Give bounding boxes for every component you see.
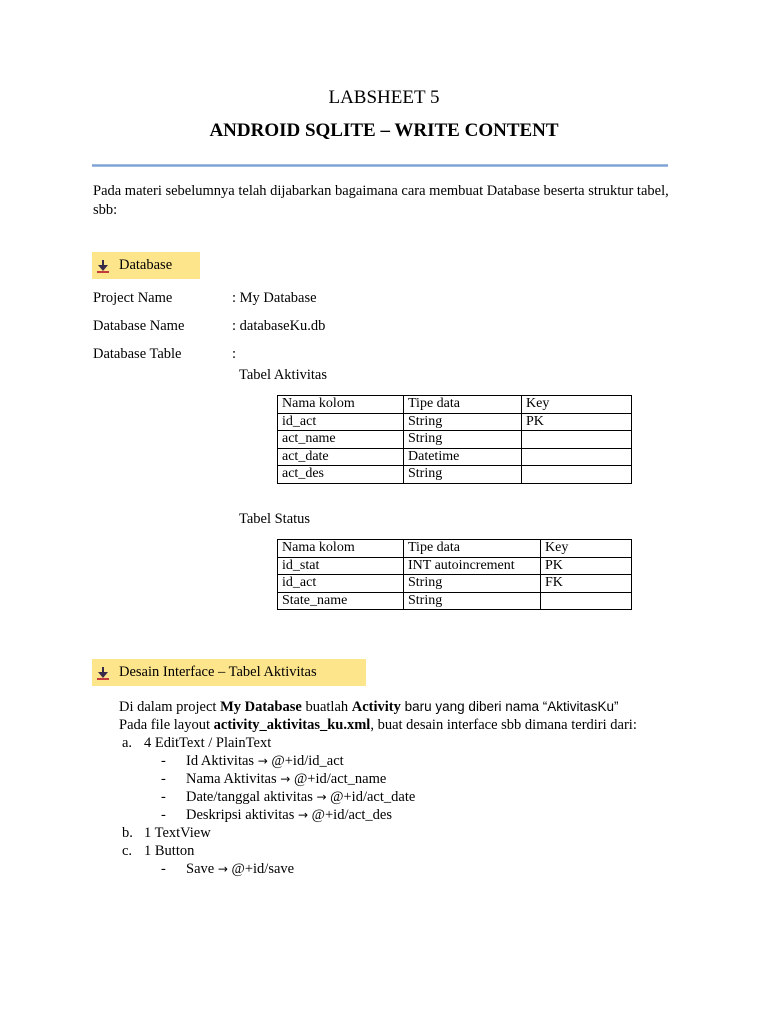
table-cell: id_stat [278, 557, 404, 575]
table-header-row [278, 540, 632, 558]
right-arrow-icon: → [316, 790, 327, 804]
table-row [278, 575, 632, 593]
table-cell: id_act [278, 413, 404, 431]
layout-paragraph [119, 716, 709, 734]
field-row-database-table [93, 340, 325, 368]
table-status [277, 539, 632, 610]
table-row [278, 448, 632, 466]
field-label: Project Name [93, 289, 173, 306]
table-row [278, 592, 632, 610]
table-cell: String [404, 466, 522, 484]
list-text: Nama Aktivitas [186, 771, 277, 787]
table-row [278, 466, 632, 484]
table-cell: act_date [278, 448, 404, 466]
project-name-bold: My Database [220, 699, 302, 715]
list-subitem [119, 806, 709, 824]
table-caption-status: Tabel Status [239, 511, 311, 527]
activity-bold: Activity [351, 699, 401, 715]
download-arrow-icon [96, 666, 110, 680]
text-run: , buat desain interface sbb dimana terdiri dari: [370, 717, 637, 733]
table-cell: String [404, 431, 522, 449]
text-run: baru yang diberi nama “AktivitasKu” [400, 699, 619, 714]
database-fields [93, 284, 325, 368]
field-value: : [232, 345, 237, 362]
section-heading-database [92, 252, 200, 279]
table-row [278, 557, 632, 575]
text-run: Di dalam project [119, 699, 221, 715]
view-id: @+id/act_name [293, 771, 387, 787]
table-cell: String [404, 592, 541, 610]
view-id: @+id/id_act [271, 753, 344, 769]
right-arrow-icon: → [280, 772, 291, 786]
table-cell [522, 466, 632, 484]
section-heading-label: Database [119, 257, 173, 273]
view-id: @+id/save [231, 861, 295, 877]
table-cell: String [404, 575, 541, 593]
field-row-database-name [93, 312, 325, 340]
view-id: @+id/act_des [311, 807, 392, 823]
download-arrow-icon [96, 259, 110, 273]
list-text: Date/tanggal aktivitas [186, 789, 313, 805]
interface-description [119, 698, 709, 878]
table-cell: PK [522, 413, 632, 431]
table-cell: Datetime [404, 448, 522, 466]
title-divider [92, 164, 668, 167]
list-item-b [119, 824, 709, 842]
document-title: ANDROID SQLITE – WRITE CONTENT [209, 120, 559, 141]
layout-file-bold: activity_aktivitas_ku.xml [213, 717, 371, 733]
table-cell: PK [541, 557, 632, 575]
field-value: : My Database [232, 289, 317, 306]
field-value: : databaseKu.db [232, 317, 326, 334]
table-cell: Tipe data [404, 540, 541, 558]
list-item-c [119, 842, 709, 860]
section-heading-label: Desain Interface – Tabel Aktivitas [119, 664, 317, 680]
field-row-project-name [93, 284, 325, 312]
list-text: 4 EditText / PlainText [144, 735, 272, 751]
list-text: Deskripsi aktivitas [186, 807, 295, 823]
table-cell: String [404, 413, 522, 431]
labsheet-number: LABSHEET 5 [328, 87, 440, 108]
table-cell: act_name [278, 431, 404, 449]
dash-marker: - [161, 807, 166, 823]
text-run: Pada file layout [119, 717, 214, 733]
list-text: 1 Button [144, 843, 195, 859]
table-row [278, 413, 632, 431]
table-cell: id_act [278, 575, 404, 593]
activity-paragraph [119, 698, 709, 716]
table-cell: Key [541, 540, 632, 558]
table-cell: Key [522, 396, 632, 414]
right-arrow-icon: → [297, 808, 309, 822]
table-cell: Nama kolom [278, 540, 404, 558]
list-subitem [119, 788, 709, 806]
list-item-a [119, 734, 709, 752]
field-label: Database Table [93, 345, 182, 362]
table-cell [522, 431, 632, 449]
dash-marker: - [161, 861, 166, 877]
list-marker: b. [122, 825, 133, 841]
table-cell: act_des [278, 466, 404, 484]
dash-marker: - [161, 753, 166, 769]
list-text: 1 TextView [144, 825, 211, 841]
view-id: @+id/act_date [330, 789, 416, 805]
table-cell: Nama kolom [278, 396, 404, 414]
list-text: Id Aktivitas [186, 753, 255, 769]
table-caption-aktivitas: Tabel Aktivitas [239, 367, 327, 383]
intro-paragraph: Pada materi sebelumnya telah dijabarkan bagaimana cara membuat Database beserta struktur tabel, sbb: [93, 183, 669, 218]
list-subitem [119, 752, 709, 770]
dash-marker: - [161, 771, 166, 787]
table-cell: FK [541, 575, 632, 593]
table-cell [541, 592, 632, 610]
list-subitem [119, 770, 709, 788]
list-text: Save [186, 861, 215, 877]
right-arrow-icon: → [257, 754, 268, 768]
table-cell: State_name [278, 592, 404, 610]
table-cell [522, 448, 632, 466]
section-heading-desain-interface [92, 659, 366, 686]
table-cell: Tipe data [404, 396, 522, 414]
table-cell: INT autoincrement [404, 557, 541, 575]
list-marker: a. [122, 735, 133, 751]
list-subitem [119, 860, 709, 878]
table-aktivitas [277, 395, 632, 484]
list-marker: c. [122, 843, 133, 859]
dash-marker: - [161, 789, 166, 805]
field-label: Database Name [93, 317, 185, 334]
table-row [278, 431, 632, 449]
right-arrow-icon: → [217, 862, 228, 876]
table-header-row [278, 396, 632, 414]
text-run: buatlah [301, 699, 352, 715]
